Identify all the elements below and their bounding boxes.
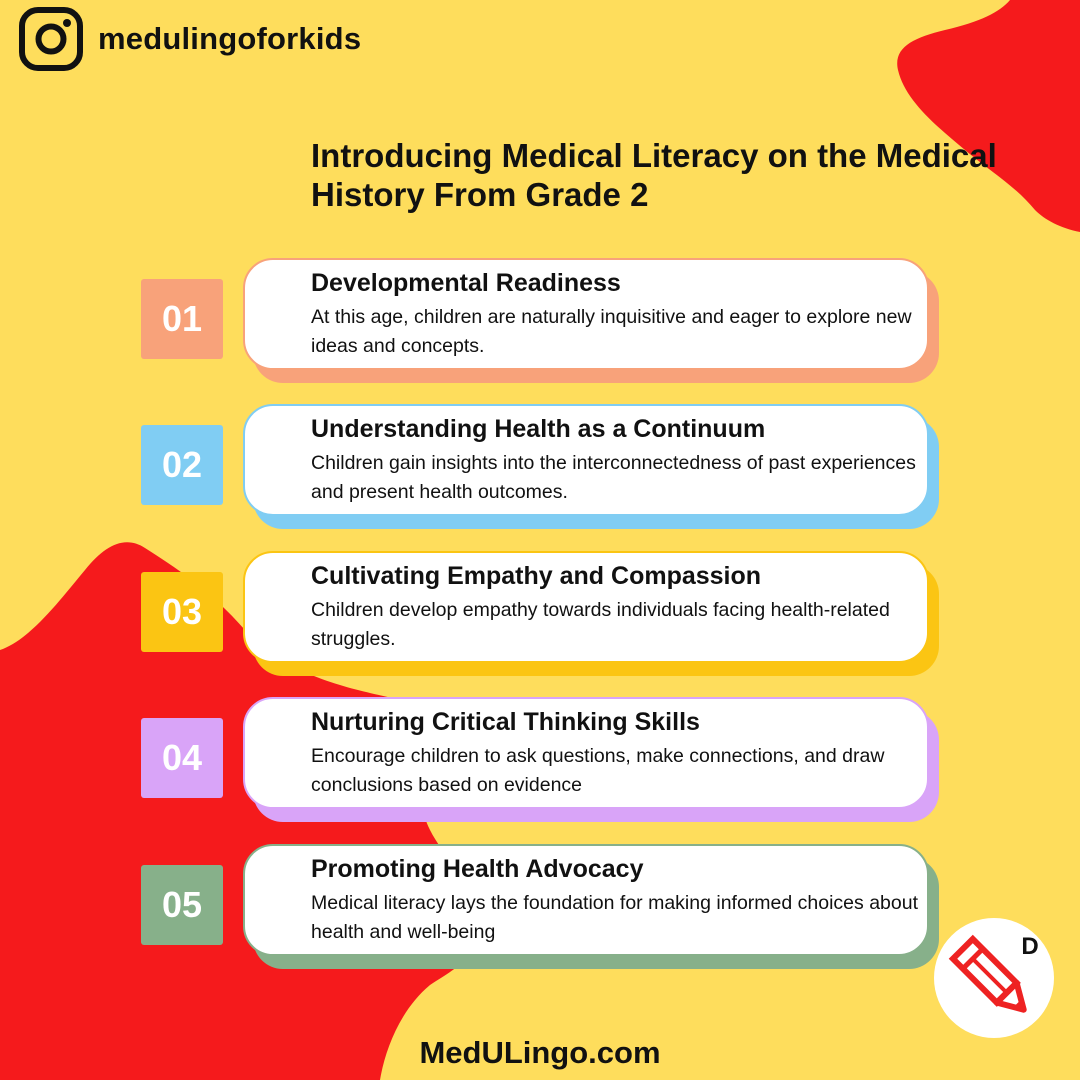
reason-text: At this age, children are naturally inquisitive and eager to explore new ideas and concepts.: [311, 306, 912, 357]
pencil-logo: [934, 918, 1054, 1038]
pencil-logo-icon: [934, 918, 1054, 1038]
footer: [0, 1035, 1080, 1071]
number-badge: 05: [141, 865, 223, 945]
instagram-header[interactable]: [18, 5, 361, 73]
reason-text: Medical literacy lays the foundation for making informed choices about health and well-being: [311, 892, 918, 943]
website-link[interactable]: MedULingo.com: [419, 1035, 661, 1070]
logo-letter: D: [1021, 933, 1039, 960]
reason-heading: Nurturing Critical Thinking Skills: [311, 708, 700, 736]
instagram-handle[interactable]: medulingoforkids: [98, 21, 362, 56]
reason-text: Children gain insights into the interconnectedness of past experiences and present health outcomes.: [311, 452, 916, 503]
reason-heading: Developmental Readiness: [311, 269, 621, 297]
page-title: Introducing Medical Literacy on the Medical History From Grade 2: [311, 137, 997, 213]
number-badge: 01: [141, 279, 223, 359]
reason-heading: Promoting Health Advocacy: [311, 855, 644, 883]
reason-heading: Understanding Health as a Continuum: [311, 415, 766, 443]
reason-heading: Cultivating Empathy and Compassion: [311, 562, 762, 590]
number-badge: 04: [141, 718, 223, 798]
number-badge: 02: [141, 425, 223, 505]
number-badge: 03: [141, 572, 223, 652]
instagram-icon: [18, 6, 84, 72]
reason-text: Encourage children to ask questions, make connections, and draw conclusions based on evidence: [311, 745, 885, 796]
reason-text: Children develop empathy towards individuals facing health-related struggles.: [311, 599, 890, 650]
